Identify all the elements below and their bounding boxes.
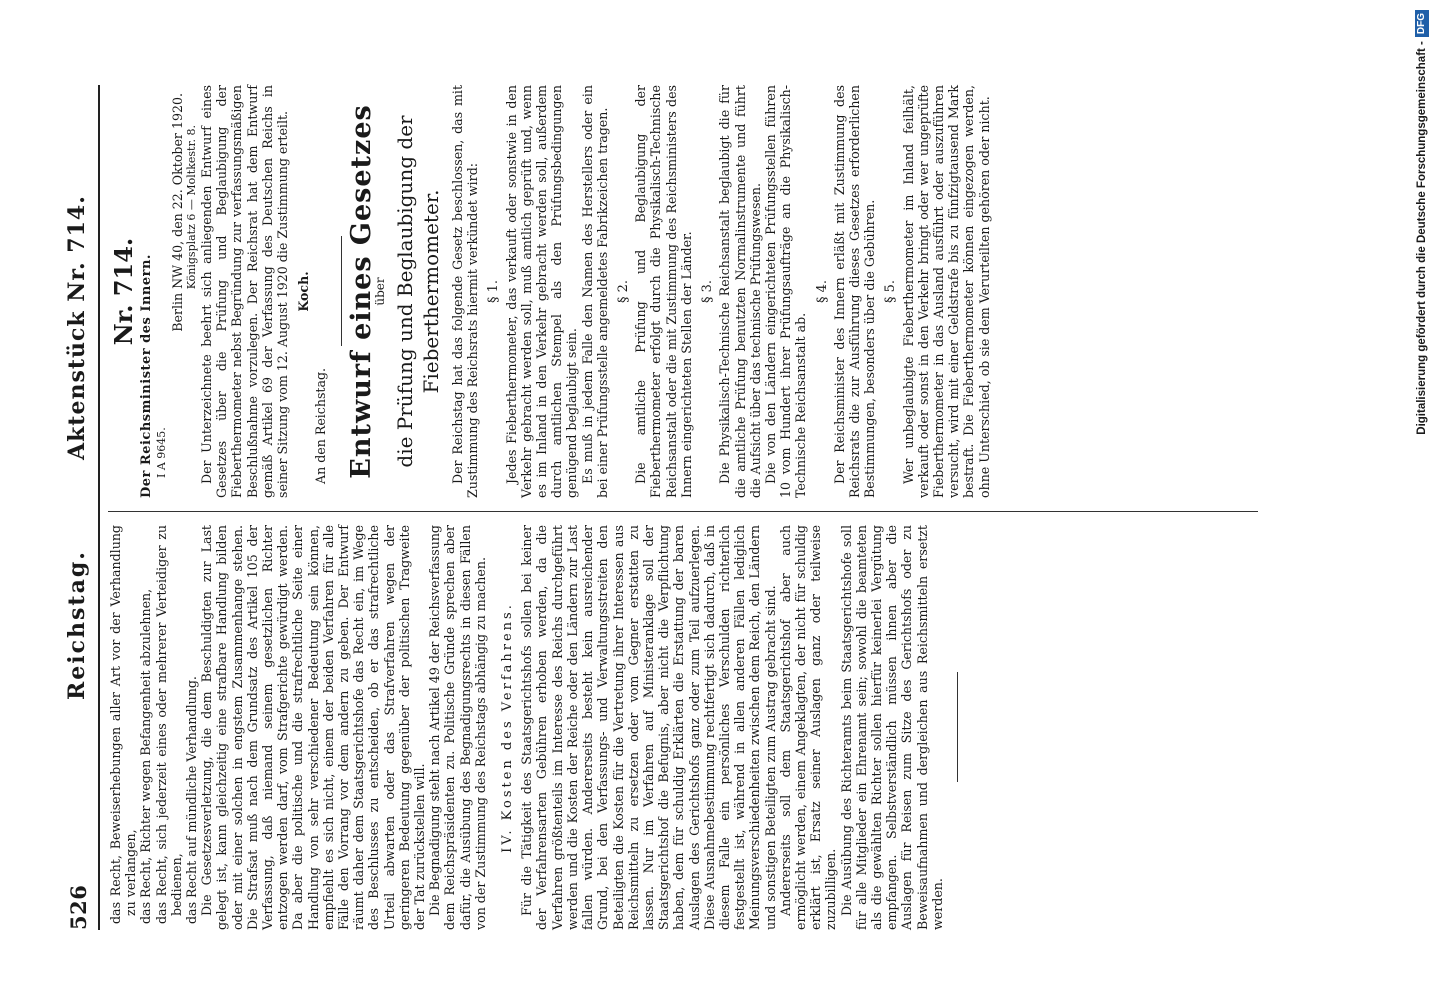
paragraph: Für die Tätigkeit des Staatsgerichtshofs sollen bei keiner der Verfahrensarten Gebühren erhoben werden, da die Verfahren größtenteils im Interesse des Reichs durchgeführt werden und die Kosten der Reiche oder den Ländern zur Last fallen würden. Andererseits besteht kein ausreichender Grund, bei den Verfassungs- und Verwaltungsstreiten den Beteiligten die Kosten für die Vertretung ihrer Interessen aus Reichsmitteln zu ersetzen oder vom Gegner erstatten zu lassen. Nur im Verfahren auf Ministeranklage soll der Staatsgerichtshof die Befugnis, aber nicht die Verpflichtung haben, dem für schuldig Erklärten die Erstattung der baren Auslagen des Gerichtshofs ganz oder zum Teil aufzuerlegen. Diese Ausnahmebestimmung rechtfertigt sich dadurch, daß in diesem Falle ein persönliches Verschulden richterlich festgestellt ist, während in allen anderen Fällen lediglich Meinungsverschiedenheiten zwischen dem Reich, den Ländern und sonstigen Beteiligten zum Austrag gebracht sind. xyxy=(519,525,778,930)
section-text: Jedes Fieberthermometer, das verkauft oder sonstwie in den Verkehr gebracht werden soll, muß amtlich geprüft und, wenn es im Inland in den Verkehr gebracht werden soll, außerdem durch amtlichen Stempel als den Prüfungsbedingungen genügend beglaubigt sein. xyxy=(503,85,580,498)
draft-subject: die Prüfung und Beglaubigung der Fieberthermometer. xyxy=(393,115,444,468)
address-line: Königsplatz 6 — Moltkestr. 8. xyxy=(184,125,198,290)
column-divider xyxy=(108,511,1258,512)
cover-letter: Der Unterzeichnete beehrt sich anliegenden Entwurf eines Gesetzes über die Prüfung und Beglaubigung der Fieberthermometer nebst Begründung zur verfassungsmäßigen Beschlußnahme vorzulegen. Der Reichsrat hat dem Entwurf gemäß Artikel 69 der Verfassung des Deutschen Reichs in seiner Sitzung vom 12. August 1920 die Zustimmung erteilt. xyxy=(199,85,291,498)
list-item: das Recht, Beweiserhebungen aller Art vor der Verhandlung zu verlangen, xyxy=(108,525,139,924)
draft-title: Entwurf eines Gesetzes xyxy=(345,104,377,479)
section-text: Wer unbeglaubigte Fieberthermometer im Inland feilhält, verkauft oder sonst in den Verkehr bringt oder wer ungeprüfte Fieberthermometer in das Ausland ausführt oder auszuführen versucht, wird mit einer Geldstrafe bis zu fünfzigtausend Mark bestraft. Die Fieberthermometer können eingezogen werden, ohne Unterschied, ob sie dem Verurteilten gehören oder nicht. xyxy=(900,85,992,498)
section-sign: § 4. xyxy=(814,279,830,304)
preamble: Der Reichstag hat das folgende Gesetz beschlossen, das mit Zustimmung des Reichsrats hiermit verkündet wird: xyxy=(450,85,481,498)
dfg-logo: DFG xyxy=(1415,10,1429,37)
ministry-name: Der Reichsminister des Innern. xyxy=(139,254,155,498)
list-item: das Recht, sich jederzeit eines oder mehrerer Verteidiger zu bedienen, xyxy=(153,525,184,924)
signature: Koch. xyxy=(296,271,312,312)
section-sign: § 3. xyxy=(700,279,716,304)
running-head xyxy=(62,85,94,930)
section-text: Der Reichsminister des Innern erläßt mit Zustimmung des Reichsrats die zur Ausführung dieses Gesetzes erforderlichen Bestimmungen, besonders über die Gebühren. xyxy=(831,85,878,498)
separator-rule xyxy=(341,237,342,347)
paragraph: Die Ausübung des Richteramts beim Staatsgerichtshofe soll für alle Mitglieder ein Ehrenamt sein; sowohl die beamteten als die gewählten Richter sollen hierfür keinerlei Vergütung empfangen. Selbstverständlich müssen ihnen aber die Auslagen für Reisen zum Sitze des Gerichtshofs oder zu Beweisaufnahmen und dergleichen aus Reichsmitteln ersetzt werden. xyxy=(838,525,945,930)
page-body xyxy=(62,85,1312,930)
section-sign: § 2. xyxy=(616,279,632,304)
end-rule xyxy=(957,673,958,783)
digitization-note xyxy=(1413,10,1431,990)
list-item: das Recht auf mündliche Verhandlung. xyxy=(184,676,200,924)
page-number: 526 xyxy=(66,884,91,930)
section-sign: § 5. xyxy=(883,279,899,304)
paragraph: Die Begnadigung steht nach Artikel 49 der Reichsverfassung dem Reichspräsidenten zu. Politische Gründe sprechen aber dafür, die Ausübung des Begnadigungsrechts in diesen Fällen von der Zustimmung des Reichstags abhängig zu machen. xyxy=(427,525,488,930)
document-number: Nr. 714. xyxy=(109,237,138,346)
section-text: Die von den Ländern eingerichteten Prüfungsstellen führen 10 vom Hundert ihrer Prüfungsaufträge an die Physikalisch-Technische Reichsanstalt ab. xyxy=(762,85,809,498)
list-item: das Recht, Richter wegen Befangenheit abzulehnen, xyxy=(138,588,154,924)
right-column xyxy=(108,85,992,498)
section-sign: § 1. xyxy=(486,279,502,304)
paragraph: Die Gesetzesverletzung, die dem Beschuldigten zur Last gelegt ist, kann gleichzeitig eine strafbare Handlung bilden oder mit einer solchen in engstem Zusammenhange stehen. Die Strafsat muß nach dem Grundsatz des Artikel 105 der Verfassung, daß niemand seinem gesetzlichen Richter entzogen werden darf, vom Strafgerichte gewürdigt werden. Da aber die politische und die strafrechtliche Seite einer Handlung von sehr verschiedener Bedeutung sein können, empfiehlt es sich nicht, einem der beiden Verfahren für alle Fälle den Vorrang vor dem andern zu geben. Der Entwurf räumt daher dem Staatsgerichtshofe das Recht ein, im Wege des Beschlusses zu entscheiden, ob er das strafrechtliche Urteil abwarten oder das Strafverfahren wegen der geringeren Bedeutung gegenüber der politischen Tragweite der Tat zurückstellen will. xyxy=(199,525,428,930)
running-head-right: Aktenstück Nr. 714. xyxy=(64,195,90,460)
section-text: Die Physikalisch-Technische Reichsanstalt beglaubigt die für die amtliche Prüfung benutzten Normalinstrumente und führt die Aufsicht über das technische Prüfungswesen. xyxy=(717,85,763,498)
draft-ueber: über xyxy=(372,277,387,306)
paragraph: Andererseits soll dem Staatsgerichtshof aber auch ermöglicht werden, einem Angeklagten, der nicht für schuldig erklärt ist, Ersatz seiner Auslagen ganz oder teilweise zuzubilligen. xyxy=(777,525,839,930)
digitization-credit: Digitalisierung gefördert durch die Deutsche Forschungsgemeinschaft - xyxy=(1416,41,1428,435)
running-head-left: Reichstag. xyxy=(64,550,90,700)
left-column xyxy=(108,525,970,930)
section-text: Es muß in jedem Falle den Namen des Herstellers oder ein bei einer Prüfungsstelle angemeldetes Fabrikzeichen tragen. xyxy=(579,85,610,498)
ministry-reference: I A 9645. xyxy=(155,427,169,478)
section-text: Die amtliche Prüfung und Beglaubigung der Fieberthermometer erfolgt durch die Physikalisch-Technische Reichsanstalt oder die mit Zustimmung des Reichsministers des Innern eingerichteten Stellen der Länder. xyxy=(633,85,694,498)
dateline: Berlin NW 40, den 22. Oktober 1920. xyxy=(169,93,185,332)
addressee: An den Reichstag. xyxy=(313,367,329,484)
section-heading: IV. Kosten des Verfahrens. xyxy=(500,602,516,853)
header-rule xyxy=(98,85,100,930)
